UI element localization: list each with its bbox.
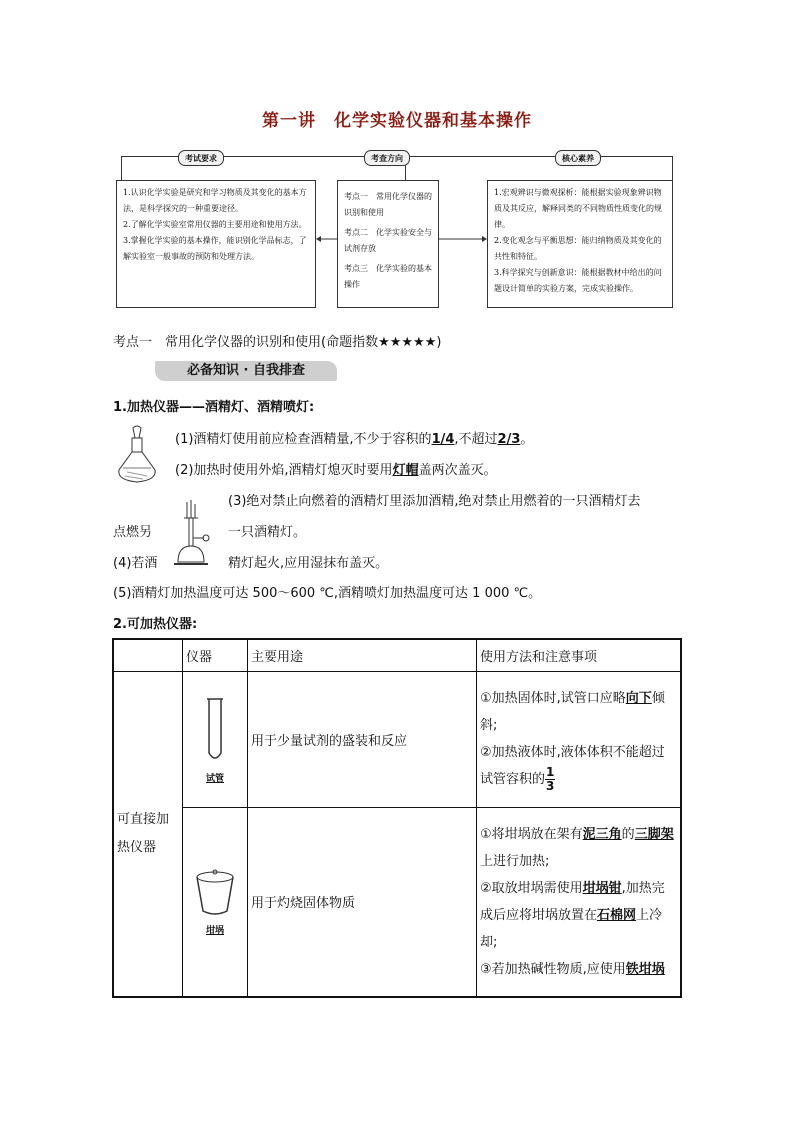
direction-item: 考点一 常用化学仪器的识别和使用 [344,192,432,217]
lamp-note-3b: 点燃另 [113,525,153,540]
text: ③若加热碱性物质,应使用 [480,961,626,977]
header-cell: 使用方法和注意事项 [477,639,682,671]
note [480,956,677,983]
text: (1)酒精灯使用前应检查酒精量,不少于容积的 [175,432,432,447]
text: 上冷却; [480,907,663,950]
answer: 坩埚钳 [582,880,622,896]
direction-item: 考点二 化学实验安全与试剂存放 [344,228,432,253]
note [480,685,677,739]
literacy-item: 2.变化观念与平衡思想：能归纳物质及其变化的共性和特征。 [494,236,662,261]
text: 上进行加热; [480,853,550,869]
instrument-caption: 试管 [205,773,224,784]
text: ①加热固体时,试管口应略 [480,691,626,706]
note [480,875,677,956]
header-cell: 仪器 [183,639,248,671]
exam-direction-label: 考查方向 [364,150,410,166]
lamp-note-3c: 一只酒精灯。 [228,525,307,540]
table-row [113,807,681,997]
exam-direction-box [337,180,439,308]
answer: 1/4 [431,432,455,447]
text: ①将坩埚放在架有 [480,826,583,842]
answer: 石棉网 [597,907,637,923]
heatable-instruments-table [112,638,682,998]
text: 的 [621,826,635,842]
table-row [113,671,681,807]
text: 。 [520,432,534,447]
page-title: 第一讲 化学实验仪器和基本操作 [262,111,532,131]
kaodian-heading: 考点一 常用化学仪器的识别和使用(命题指数★★★★★) [113,335,442,350]
exam-requirements-box [116,180,316,308]
test-tube-icon [200,695,230,767]
denominator: 3 [546,779,555,793]
lamp-note-3a: (3)绝对禁止向燃着的酒精灯里添加酒精,绝对禁止用燃着的一只酒精灯去 [228,494,641,509]
answer: 铁坩埚 [625,961,665,977]
header-cell [113,639,183,671]
text: 倾斜; [480,691,665,733]
text: ,加热完成后应将坩埚放置在 [480,880,665,923]
crucible-cell [183,807,248,997]
crucible-icon [192,867,238,919]
note [480,739,677,793]
exam-requirements-label: 考试要求 [178,150,224,166]
lamp-note-2 [175,459,497,478]
lamp-note-4a: (4)若酒 [113,556,158,571]
text: ②取放坩埚需使用 [480,880,583,896]
core-literacy-label: 核心素养 [555,150,601,166]
text: ,不超过 [454,432,498,447]
test-tube-cell [183,671,248,807]
alcohol-lamp-icon [113,424,161,486]
group-label: 可直接加热仪器 [113,671,183,997]
alcohol-blowtorch-icon [170,498,214,570]
text: 盖两次盖灭。 [418,463,497,478]
fraction [545,766,555,793]
notes-cell [477,671,682,807]
answer: 泥三角 [582,826,622,842]
section-heading: 1.加热仪器——酒精灯、酒精喷灯: [113,400,315,415]
right-arrow-icon [439,234,487,244]
requirement-item: 1.认识化学实验是研究和学习物质及其变化的基本方法，是科学探究的一种重要途径。 [123,188,307,213]
requirement-item: 2.了解化学实验室常用仪器的主要用途和使用方法。 [123,220,307,229]
usage-cell: 用于少量试剂的盛装和反应 [248,671,477,807]
lamp-note-1 [175,428,533,447]
requirement-item: 3.掌握化学实验的基本操作，能识别化学品标志，了解实验室一般事故的预防和处理方法。 [123,236,307,261]
text: ②加热液体时,液体体积不能超过试管容积的 [480,745,665,787]
section-heading: 2.可加热仪器: [113,617,198,632]
section-banner: 必备知识 · 自我排查 [155,361,337,381]
answer: 三脚架 [634,826,674,842]
left-arrow-icon [316,234,338,244]
literacy-item: 3.科学探究与创新意识：能根据教材中给出的问题设计简单的实验方案，完成实验操作。 [494,268,662,293]
note [480,821,677,875]
lamp-note-4b: 精灯起火,应用湿抹布盖灭。 [228,556,389,571]
answer: 2/3 [497,432,521,447]
lamp-note-5: (5)酒精灯加热温度可达 500～600 ℃,酒精喷灯加热温度可达 1 000 ℃。 [113,586,542,601]
literacy-item: 1.宏观辨识与微观探析：能根据实验现象辨识物质及其反应，解释同类的不同物质性质变化的规律。 [494,188,662,229]
answer: 灯帽 [392,463,419,478]
table-header-row [113,639,681,671]
header-cell: 主要用途 [248,639,477,671]
numerator: 1 [546,765,555,779]
text: (2)加热时使用外焰,酒精灯熄灭时要用 [175,463,393,478]
core-literacy-box [487,180,673,308]
usage-cell: 用于灼烧固体物质 [248,807,477,997]
instrument-caption: 坩埚 [205,926,224,937]
notes-cell [477,807,682,997]
answer: 向下 [625,691,652,706]
direction-item: 考点三 化学实验的基本操作 [344,264,432,289]
